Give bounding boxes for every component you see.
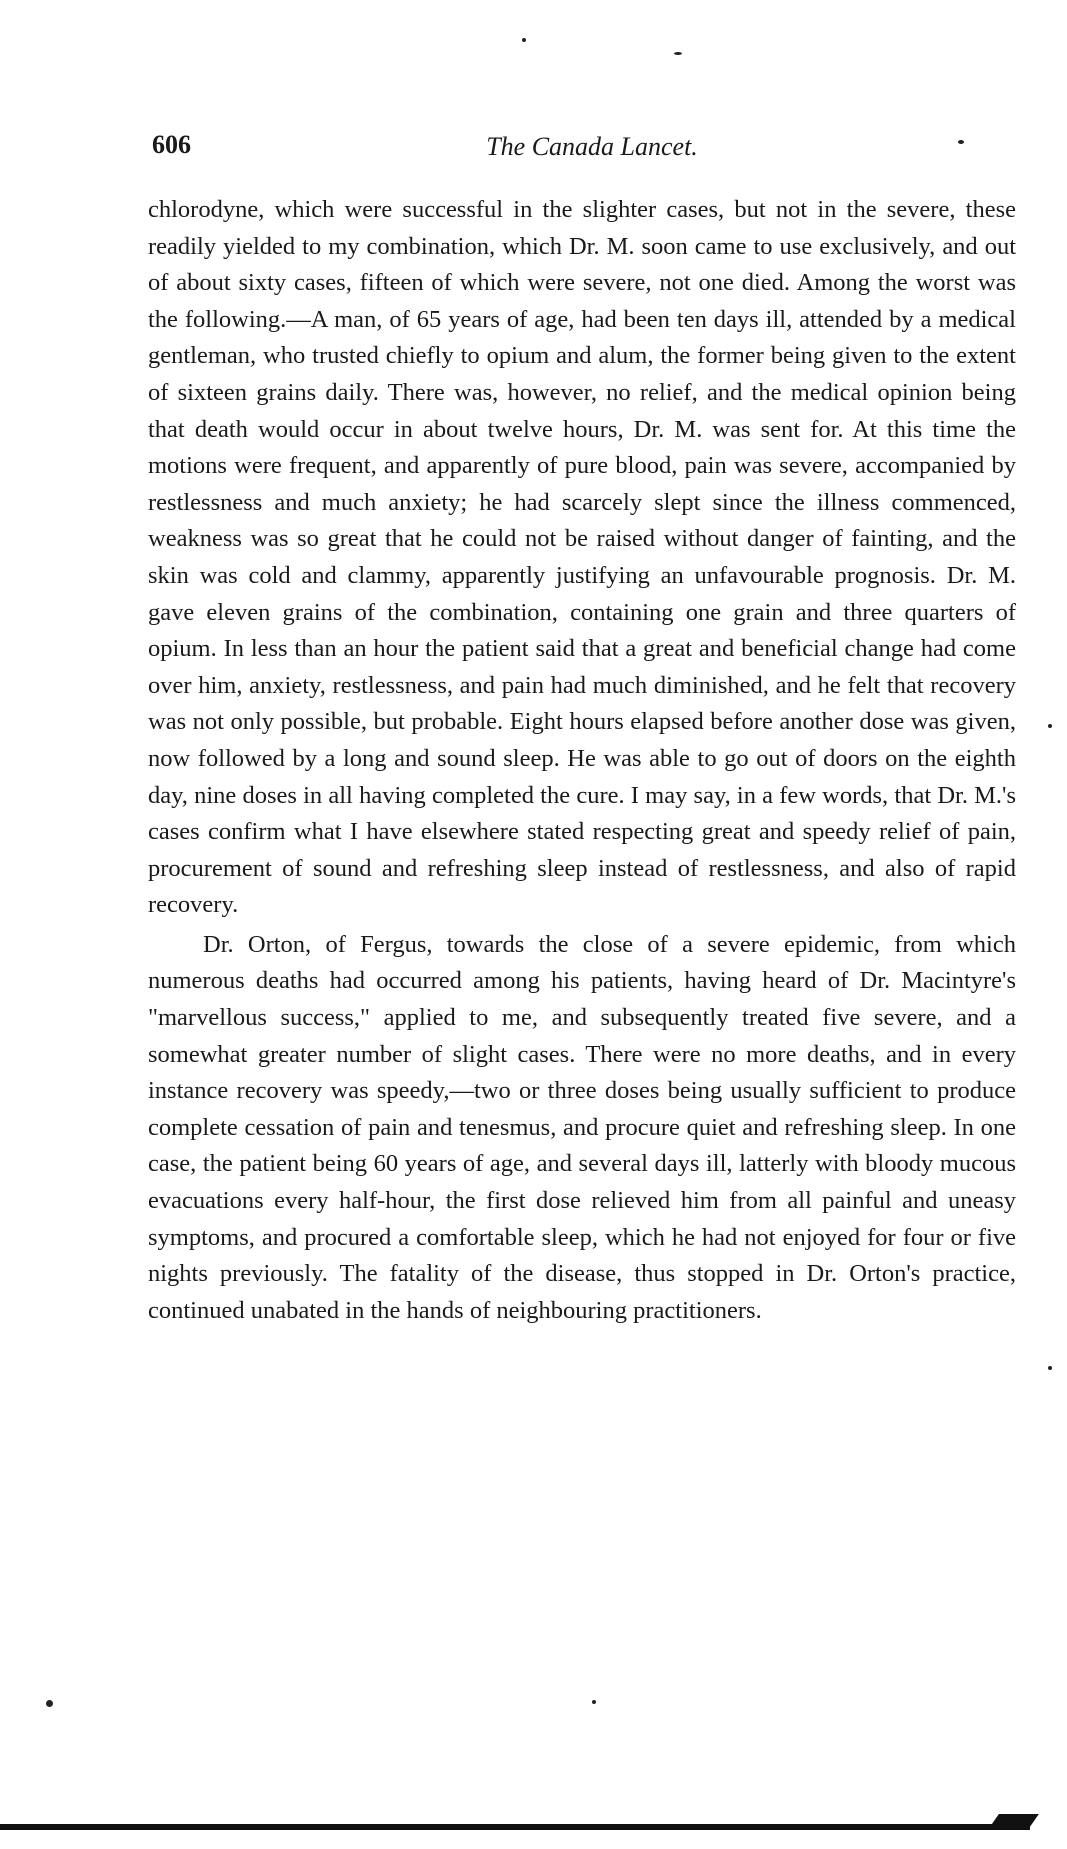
scan-speck [522, 38, 526, 42]
page-number: 606 [152, 130, 191, 159]
journal-title: The Canada Lancet. [486, 132, 698, 161]
scan-speck [46, 1700, 53, 1707]
paragraph-dr-orton: Dr. Orton, of Fergus, towards the close of a severe epidemic, from which numerous deaths had occurred among his patients, having heard of Dr. Macintyre's "marvellous success," applied to me, and subsequently treated five severe, and a somewhat greater number of slight cases. There were no more deaths, and in every instance recovery was speedy,—two or three doses being usually sufficient to produce complete cessation of pain and tenesmus, and procure quiet and refreshing sleep. In one case, the patient being 60 years of age, and several days ill, latterly with bloody mucous evacuations every half-hour, the first dose relieved him from all painful and uneasy symptoms, and procured a comfortable sleep, which he had not enjoyed for four or five nights previously. The fatality of the disease, thus stopped in Dr. Orton's practice, continued unabated in the hands of neighbouring practitioners. [148, 930, 1016, 1324]
paragraph-continued: chlorodyne, which were successful in the slighter cases, but not in the severe, these readily yielded to my combination, which Dr. M. soon came to use exclusively, and out of about sixty cases, fifteen of which were severe, not one died. Among the worst was the following.—A man, of 65 years of age, had been ten days ill, attended by a medical gentleman, who trusted chiefly to opium and alum, the former being given to the extent of sixteen grains daily. There was, however, no relief, and the medical opinion being that death would occur in about twelve hours, Dr. M. was sent for. At this time the motions were frequent, and apparently of pure blood, pain was severe, accompanied by restlessness and much anxiety; he had scarcely slept since the illness commenced, weakness was so great that he could not be raised without danger of fainting, and the skin was cold and clammy, apparently justifying an unfavourable prognosis. Dr. M. gave eleven grains of the combination, containing one grain and three quarters of opium. In less than an hour the patient said that a great and beneficial change had come over him, anxiety, restlessness, and pain had much diminished, and he felt that recovery was not only possible, but probable. Eight hours elapsed before another dose was given, now followed by a long and sound sleep. He was able to go out of doors on the eighth day, nine doses in all having completed the cure. I may say, in a few words, that Dr. M.'s cases confirm what I have elsewhere stated respecting great and speedy relief of pain, procurement of sound and refreshing sleep instead of restlessness, and also of rapid recovery. [148, 196, 1016, 919]
article-body [148, 192, 1016, 1329]
scan-speck [1048, 1366, 1052, 1370]
scan-speck [592, 1700, 596, 1704]
scan-speck [674, 52, 682, 55]
running-head [152, 130, 1032, 170]
page-bottom-edge [0, 1824, 1030, 1830]
scan-speck [1048, 724, 1052, 728]
